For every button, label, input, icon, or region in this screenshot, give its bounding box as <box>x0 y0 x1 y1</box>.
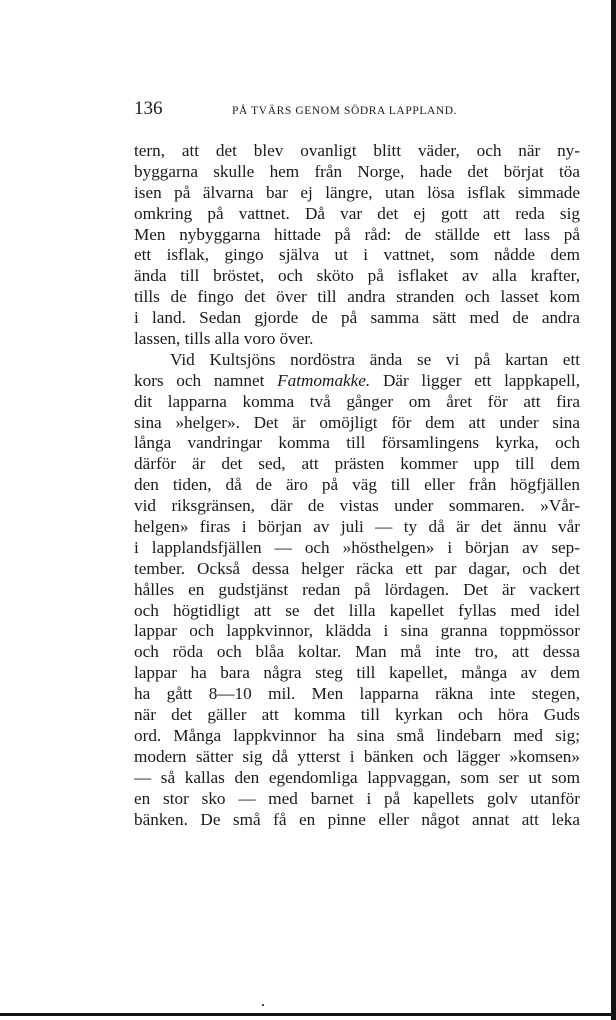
text-line <box>134 371 580 392</box>
text-line: lassen, tills alla voro över. <box>134 329 314 349</box>
text-line: i lapplandsfjällen — och »hösthelgen» i början av sep- <box>134 537 580 557</box>
text-line: modern sätter sig då ytterst i bänken och lägger »komsen» <box>134 746 580 766</box>
scan-right-edge <box>611 0 616 1020</box>
text-segment: kors och namnet <box>134 370 278 390</box>
text-line: Men nybyggarna hittade på råd: de ställde ett lass på <box>134 224 580 244</box>
text-line: ord. Många lappkvinnor ha sina små lindebarn med sig; <box>134 725 580 745</box>
page-number: 136 <box>134 98 163 119</box>
text-line: dit lapparna komma två gånger om året för att fira <box>134 391 580 411</box>
text-line: tern, att det blev ovanligt blitt väder, och när ny- <box>134 141 580 160</box>
text-line: ha gått 8—10 mil. Men lapparna räkna inte stegen, <box>134 684 580 704</box>
text-line: omkring på vattnet. Då var det ej gott att reda sig <box>134 203 580 223</box>
text-line: och högtidligt att se det lilla kapellet fyllas med idel <box>134 600 580 620</box>
text-line: Vid Kultsjöns nordöstra ända se vi på kartan ett <box>170 349 580 369</box>
text-line: byggarna skulle hem från Norge, hade det börjat töa <box>134 161 580 181</box>
text-line: — så kallas den egendomliga lappvaggan, som ser ut som <box>134 767 580 787</box>
body-text <box>134 141 580 830</box>
place-name-italic: Fatmomakke. <box>277 370 371 390</box>
text-line: i land. Sedan gjorde de på samma sätt med de andra <box>134 308 580 328</box>
text-line: långa vandringar komma till församlingens kyrka, och <box>134 433 580 453</box>
scan-bottom-edge <box>0 1013 611 1016</box>
text-line: ända till bröstet, och sköto på isflaket av alla krafter, <box>134 266 580 286</box>
text-line: och röda och blåa koltar. Man må inte tro, att dessa <box>134 642 580 662</box>
text-line: sina »helger». Det är omöjligt för dem att under sina <box>134 412 580 432</box>
text-line: när det gäller att komma till kyrkan och höra Guds <box>134 705 580 725</box>
text-segment: Där ligger ett lappkapell, <box>370 370 580 390</box>
text-line: hålles en gudstjänst redan på lördagen. Det är vackert <box>134 579 580 599</box>
text-line: helgen» firas i början av juli — ty då är det ännu vår <box>134 517 580 537</box>
text-line: därför är det sed, att prästen kommer upp till dem <box>134 454 580 474</box>
running-title: PÅ TVÄRS GENOM SÖDRA LAPPLAND. <box>232 105 458 117</box>
text-line: tills de fingo det över till andra stranden och lasset kom <box>134 287 580 307</box>
text-line: den tiden, då de äro på väg till eller från högfjällen <box>134 475 580 495</box>
text-line: en stor sko — med barnet i på kapellets golv utanför <box>134 788 580 808</box>
ink-speck <box>262 1004 264 1006</box>
text-line: tember. Också dessa helger räcka ett par dagar, och det <box>134 558 580 578</box>
text-line: bänken. De små få en pinne eller något annat att leka <box>134 809 580 829</box>
text-line: vid riksgränsen, där de vistas under sommaren. »Vår- <box>134 496 580 516</box>
text-line: ett isflak, gingo själva ut i vattnet, som nådde dem <box>134 245 580 265</box>
page-header <box>134 98 584 122</box>
text-line: lappar och lappkvinnor, klädda i sina granna toppmössor <box>134 621 580 641</box>
text-line: lappar ha bara några steg till kapellet, många av dem <box>134 663 580 683</box>
text-line: isen på älvarna bar ej längre, utan lösa isflak simmade <box>134 182 580 202</box>
